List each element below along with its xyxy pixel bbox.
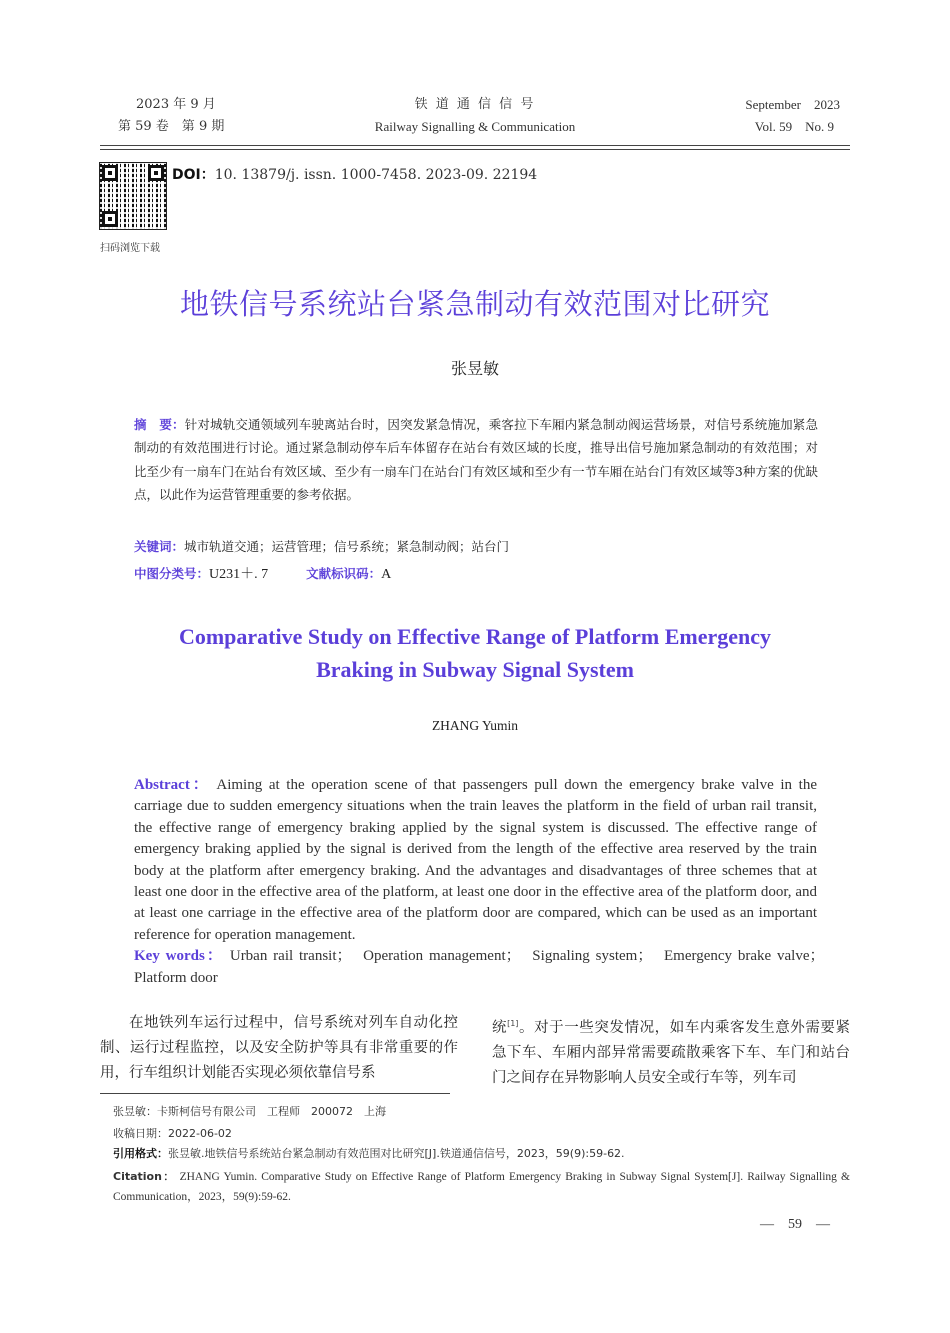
header-right-line2: Vol. 59 No. 9 [754,119,834,134]
header-left-line1: 2023 年 9 月 [136,97,216,112]
body-column-left: 在地铁列车运行过程中，信号系统对列车自动化控制、运行过程监控，以及安全防护等具有非常重要的作用，行车组织计划能否实现必须依靠信号系 [100,1015,458,1081]
clc-label: 中图分类号： [134,566,210,581]
abstract-en-text: Aiming at the operation scene of that passengers pull down the emergency brake valve in the carriage due to sudden emergency situations when the train leaves the platform in the field of urban rail transit, the effective range of emergency braking applied by the signal system is discussed. The effective range of emergency braking applied by the signal is derived from the length of the effective area reserved by the train body at the platform after emergency braking. And the advantages and disadvantages of three schemes that at least one door in the effective area of the platform, at least one door in the effective area of the platform door, and at least one carriage in the effective area of the platform door are compared, which can be used as an important reference for operation management. [134,777,817,943]
author-cn: 张昱敏 [450,359,499,378]
footnote-cite-cn [113,1146,625,1162]
cite-en-label: Citation： [113,1170,176,1183]
cite-cn-text: 张昱敏.地铁信号系统站台紧急制动有效范围对比研究[J].铁道通信信号，2023，59(9):59-62. [168,1147,625,1160]
doi-value: 10. 13879/j. issn. 1000-7458. 2023-09. 22194 [214,167,538,183]
journal-name-en: Railway Signalling & Communication [374,119,576,134]
body-right-pre: 统 [492,1019,508,1036]
page-number: — 59 — [760,1217,830,1232]
abstract-en [134,775,833,989]
qr-caption: 扫码浏览下载 [100,243,160,254]
cite-cn-label: 引用格式： [113,1147,168,1160]
page-title-cn: 地铁信号系统站台紧急制动有效范围对比研究 [179,287,770,321]
cite-en-text: ZHANG Yumin. Comparative Study on Effective Range of Platform Emergency Braking in Subway Signal System[J]. Railway Signalling & Communication，2023，59(9):59-62. [113,1171,850,1203]
body-right-post: 。对于一些突发情况，如车内乘客发生意外需要紧急下车、车厢内部异常需要疏散乘客下车、车门和站台门之间存在异物影响人员安全或行车等，列车司 [492,1019,851,1086]
classification-cn [134,563,391,583]
reference-1-link[interactable]: [1] [507,1019,519,1028]
footnote-author-info: 张昱敏：卡斯柯信号有限公司 工程师 200072 上海 [113,1105,386,1118]
journal-name-cn: 铁 道 通 信 信 号 [414,97,536,112]
header-left-line2: 第 59 卷 第 9 期 [118,119,225,134]
footnote-rule [100,1093,450,1094]
header-rule [100,145,850,146]
footnote-cite-en [113,1167,850,1207]
title-en-line1: Comparative Study on Effective Range of Platform Emergency [178,624,772,649]
author-en: ZHANG Yumin [431,718,519,733]
qr-code-icon[interactable] [100,163,166,229]
footnote-received: 收稿日期：2022-06-02 [113,1127,232,1140]
doi[interactable] [172,164,537,184]
title-en-line2: Braking in Subway Signal System [316,657,634,682]
doc-code-label: 文献标识码： [306,566,382,581]
abstract-cn [134,413,818,507]
doc-code-value: A [381,567,392,582]
abstract-cn-label: 摘 要： [134,417,185,432]
keywords-en-text: Urban rail transit； Operation management； Signaling system； Emergency brake valve； Platform door [134,948,833,986]
page-title-en [0,620,950,686]
keywords-cn-label: 关键词： [134,539,185,554]
clc-value: U231＋. 7 [209,567,269,582]
abstract-cn-text: 针对城轨交通领域列车驶离站台时，因突发紧急情况，乘客拉下车厢内紧急制动阀运营场景，对信号系统施加紧急制动的有效范围进行讨论。通过紧急制动停车后车体留存在站台有效区域的长度，推导出信号施加紧急制动的有效范围；对比至少有一扇车门在站台有效区域、至少有一扇车门在站台门有效区域和至少有一节车厢在站台门有效区域等3种方案的优缺点，以此作为运营管理重要的参考依据。 [134,417,818,503]
keywords-cn [134,537,509,555]
header-right-line1: September 2023 [745,97,840,112]
keywords-en-label: Key words： [134,948,225,965]
header-rule-thin [100,149,850,150]
abstract-en-label: Abstract： [134,777,211,793]
doi-label: DOI： [172,167,215,183]
keywords-cn-text: 城市轨道交通；运营管理；信号系统；紧急制动阀；站台门 [184,539,510,554]
body-column-right [492,1011,850,1091]
